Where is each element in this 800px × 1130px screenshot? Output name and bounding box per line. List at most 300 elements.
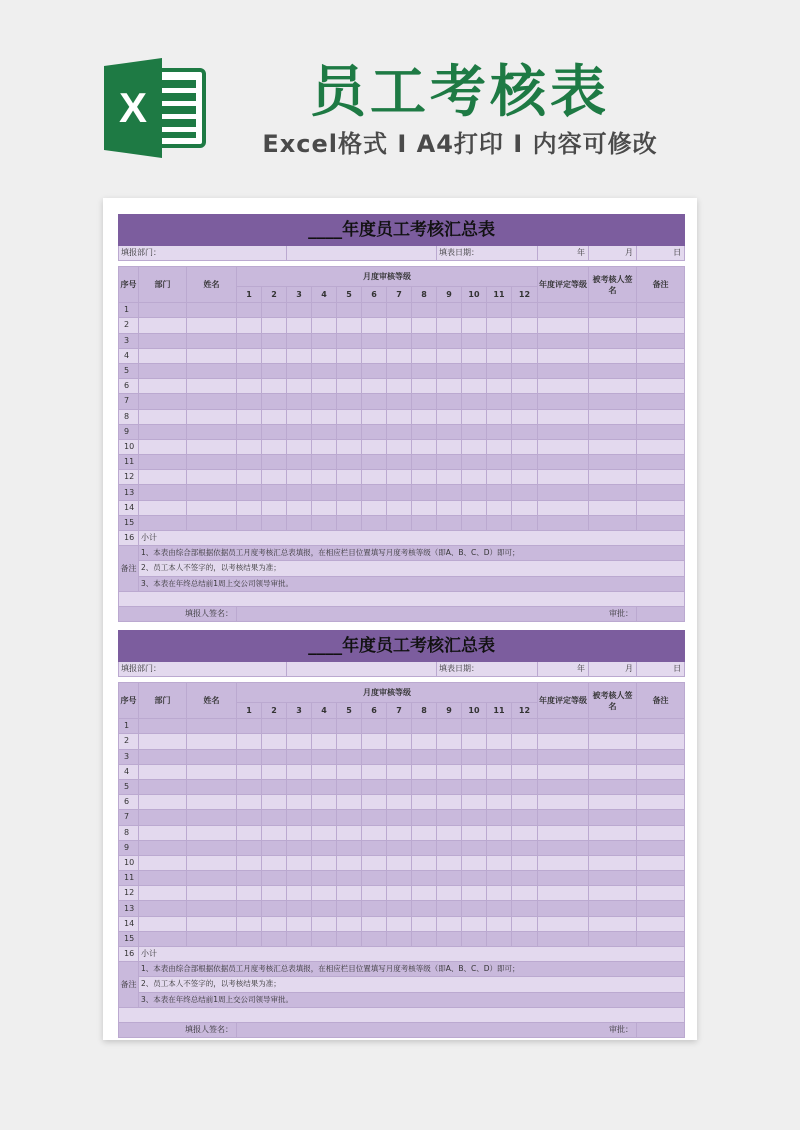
table-cell[interactable] bbox=[637, 719, 685, 734]
table-cell[interactable] bbox=[262, 394, 287, 409]
table-cell[interactable] bbox=[487, 779, 512, 794]
table-cell[interactable] bbox=[187, 931, 237, 946]
table-cell[interactable] bbox=[387, 348, 412, 363]
table-cell[interactable] bbox=[312, 439, 337, 454]
table-cell[interactable] bbox=[487, 871, 512, 886]
table-cell[interactable] bbox=[237, 810, 262, 825]
table-cell[interactable] bbox=[287, 515, 312, 530]
table-cell[interactable] bbox=[412, 931, 437, 946]
table-cell[interactable] bbox=[237, 379, 262, 394]
table-cell[interactable] bbox=[287, 379, 312, 394]
table-cell[interactable] bbox=[589, 734, 637, 749]
table-cell[interactable] bbox=[462, 500, 487, 515]
table-cell[interactable] bbox=[412, 779, 437, 794]
table-cell[interactable] bbox=[437, 855, 462, 870]
table-cell[interactable] bbox=[387, 379, 412, 394]
table-cell[interactable] bbox=[512, 916, 538, 931]
table-cell[interactable] bbox=[262, 303, 287, 318]
table-cell[interactable] bbox=[362, 825, 387, 840]
table-cell[interactable] bbox=[262, 363, 287, 378]
table-cell[interactable] bbox=[139, 916, 187, 931]
table-cell[interactable] bbox=[637, 333, 685, 348]
table-cell[interactable] bbox=[312, 886, 337, 901]
table-cell[interactable] bbox=[512, 931, 538, 946]
table-cell[interactable] bbox=[487, 840, 512, 855]
table-cell[interactable] bbox=[312, 871, 337, 886]
table-cell[interactable] bbox=[512, 795, 538, 810]
table-cell[interactable] bbox=[512, 734, 538, 749]
table-cell[interactable] bbox=[538, 318, 589, 333]
table-cell[interactable] bbox=[287, 749, 312, 764]
table-cell[interactable] bbox=[412, 810, 437, 825]
table-cell[interactable] bbox=[512, 470, 538, 485]
table-cell[interactable] bbox=[538, 379, 589, 394]
table-cell[interactable] bbox=[538, 810, 589, 825]
table-cell[interactable] bbox=[589, 333, 637, 348]
table-cell[interactable] bbox=[312, 363, 337, 378]
table-cell[interactable] bbox=[637, 916, 685, 931]
table-cell[interactable] bbox=[312, 855, 337, 870]
table-cell[interactable] bbox=[337, 363, 362, 378]
table-cell[interactable] bbox=[387, 825, 412, 840]
table-cell[interactable] bbox=[337, 825, 362, 840]
table-cell[interactable] bbox=[637, 810, 685, 825]
table-cell[interactable] bbox=[237, 916, 262, 931]
table-cell[interactable] bbox=[538, 424, 589, 439]
table-cell[interactable] bbox=[387, 515, 412, 530]
table-cell[interactable] bbox=[312, 749, 337, 764]
table-cell[interactable] bbox=[237, 825, 262, 840]
table-cell[interactable] bbox=[362, 779, 387, 794]
table-cell[interactable] bbox=[237, 795, 262, 810]
table-cell[interactable] bbox=[362, 916, 387, 931]
table-cell[interactable] bbox=[262, 931, 287, 946]
table-cell[interactable] bbox=[387, 500, 412, 515]
table-cell[interactable] bbox=[312, 470, 337, 485]
table-cell[interactable] bbox=[139, 333, 187, 348]
table-cell[interactable] bbox=[589, 439, 637, 454]
table-cell[interactable] bbox=[362, 749, 387, 764]
table-cell[interactable] bbox=[538, 855, 589, 870]
table-cell[interactable] bbox=[237, 719, 262, 734]
table-cell[interactable] bbox=[287, 485, 312, 500]
table-cell[interactable] bbox=[237, 871, 262, 886]
table-cell[interactable] bbox=[437, 424, 462, 439]
table-cell[interactable] bbox=[237, 886, 262, 901]
table-cell[interactable] bbox=[589, 363, 637, 378]
table-cell[interactable] bbox=[387, 901, 412, 916]
table-cell[interactable] bbox=[512, 764, 538, 779]
table-cell[interactable] bbox=[462, 749, 487, 764]
table-cell[interactable] bbox=[412, 886, 437, 901]
table-cell[interactable] bbox=[337, 916, 362, 931]
table-cell[interactable] bbox=[512, 500, 538, 515]
table-cell[interactable] bbox=[487, 348, 512, 363]
table-cell[interactable] bbox=[437, 931, 462, 946]
table-cell[interactable] bbox=[362, 409, 387, 424]
table-cell[interactable] bbox=[362, 719, 387, 734]
table-cell[interactable] bbox=[437, 825, 462, 840]
table-cell[interactable] bbox=[589, 779, 637, 794]
table-cell[interactable] bbox=[287, 886, 312, 901]
table-cell[interactable] bbox=[637, 779, 685, 794]
table-cell[interactable] bbox=[287, 916, 312, 931]
table-cell[interactable] bbox=[538, 764, 589, 779]
table-cell[interactable] bbox=[262, 886, 287, 901]
table-cell[interactable] bbox=[387, 394, 412, 409]
table-cell[interactable] bbox=[462, 810, 487, 825]
table-cell[interactable] bbox=[412, 394, 437, 409]
table-cell[interactable] bbox=[387, 795, 412, 810]
table-cell[interactable] bbox=[487, 886, 512, 901]
table-cell[interactable] bbox=[637, 749, 685, 764]
table-cell[interactable] bbox=[287, 424, 312, 439]
table-cell[interactable] bbox=[139, 734, 187, 749]
table-cell[interactable] bbox=[462, 470, 487, 485]
table-cell[interactable] bbox=[412, 901, 437, 916]
table-cell[interactable] bbox=[237, 734, 262, 749]
table-cell[interactable] bbox=[487, 394, 512, 409]
table-cell[interactable] bbox=[287, 394, 312, 409]
table-cell[interactable] bbox=[287, 500, 312, 515]
table-cell[interactable] bbox=[412, 855, 437, 870]
table-cell[interactable] bbox=[437, 348, 462, 363]
table-cell[interactable] bbox=[287, 363, 312, 378]
table-cell[interactable] bbox=[262, 840, 287, 855]
table-cell[interactable] bbox=[337, 795, 362, 810]
table-cell[interactable] bbox=[237, 470, 262, 485]
table-cell[interactable] bbox=[387, 931, 412, 946]
table-cell[interactable] bbox=[487, 855, 512, 870]
table-cell[interactable] bbox=[139, 764, 187, 779]
table-cell[interactable] bbox=[387, 363, 412, 378]
table-cell[interactable] bbox=[538, 348, 589, 363]
table-cell[interactable] bbox=[437, 394, 462, 409]
table-cell[interactable] bbox=[362, 931, 387, 946]
table-cell[interactable] bbox=[337, 485, 362, 500]
table-cell[interactable] bbox=[337, 455, 362, 470]
table-cell[interactable] bbox=[462, 394, 487, 409]
table-cell[interactable] bbox=[362, 871, 387, 886]
table-cell[interactable] bbox=[187, 333, 237, 348]
table-cell[interactable] bbox=[637, 886, 685, 901]
table-cell[interactable] bbox=[362, 348, 387, 363]
table-cell[interactable] bbox=[589, 348, 637, 363]
table-cell[interactable] bbox=[187, 825, 237, 840]
table-cell[interactable] bbox=[637, 840, 685, 855]
table-cell[interactable] bbox=[589, 500, 637, 515]
table-cell[interactable] bbox=[337, 379, 362, 394]
table-cell[interactable] bbox=[412, 719, 437, 734]
table-cell[interactable] bbox=[512, 871, 538, 886]
table-cell[interactable] bbox=[462, 931, 487, 946]
table-cell[interactable] bbox=[337, 424, 362, 439]
table-cell[interactable] bbox=[487, 734, 512, 749]
table-cell[interactable] bbox=[637, 348, 685, 363]
table-cell[interactable] bbox=[362, 318, 387, 333]
table-cell[interactable] bbox=[387, 871, 412, 886]
table-cell[interactable] bbox=[237, 515, 262, 530]
table-cell[interactable] bbox=[337, 439, 362, 454]
table-cell[interactable] bbox=[237, 363, 262, 378]
table-cell[interactable] bbox=[462, 795, 487, 810]
table-cell[interactable] bbox=[262, 719, 287, 734]
table-cell[interactable] bbox=[362, 840, 387, 855]
table-cell[interactable] bbox=[589, 485, 637, 500]
table-cell[interactable] bbox=[362, 363, 387, 378]
table-cell[interactable] bbox=[237, 348, 262, 363]
table-cell[interactable] bbox=[412, 470, 437, 485]
table-cell[interactable] bbox=[538, 840, 589, 855]
table-cell[interactable] bbox=[589, 719, 637, 734]
table-cell[interactable] bbox=[487, 424, 512, 439]
table-cell[interactable] bbox=[362, 901, 387, 916]
table-cell[interactable] bbox=[237, 439, 262, 454]
table-cell[interactable] bbox=[512, 825, 538, 840]
table-cell[interactable] bbox=[487, 363, 512, 378]
table-cell[interactable] bbox=[187, 363, 237, 378]
table-cell[interactable] bbox=[412, 485, 437, 500]
table-cell[interactable] bbox=[487, 333, 512, 348]
table-cell[interactable] bbox=[337, 779, 362, 794]
table-cell[interactable] bbox=[589, 871, 637, 886]
table-cell[interactable] bbox=[487, 901, 512, 916]
table-cell[interactable] bbox=[589, 303, 637, 318]
table-cell[interactable] bbox=[437, 886, 462, 901]
table-cell[interactable] bbox=[139, 470, 187, 485]
table-cell[interactable] bbox=[337, 333, 362, 348]
table-cell[interactable] bbox=[512, 515, 538, 530]
table-cell[interactable] bbox=[262, 734, 287, 749]
table-cell[interactable] bbox=[637, 455, 685, 470]
table-cell[interactable] bbox=[538, 455, 589, 470]
table-cell[interactable] bbox=[312, 394, 337, 409]
table-cell[interactable] bbox=[312, 779, 337, 794]
table-cell[interactable] bbox=[512, 379, 538, 394]
table-cell[interactable] bbox=[437, 764, 462, 779]
table-cell[interactable] bbox=[187, 379, 237, 394]
table-cell[interactable] bbox=[538, 303, 589, 318]
table-cell[interactable] bbox=[362, 333, 387, 348]
table-cell[interactable] bbox=[337, 394, 362, 409]
table-cell[interactable] bbox=[412, 825, 437, 840]
table-cell[interactable] bbox=[262, 749, 287, 764]
table-cell[interactable] bbox=[589, 455, 637, 470]
table-cell[interactable] bbox=[187, 810, 237, 825]
table-cell[interactable] bbox=[312, 348, 337, 363]
table-cell[interactable] bbox=[437, 515, 462, 530]
table-cell[interactable] bbox=[262, 379, 287, 394]
table-cell[interactable] bbox=[637, 855, 685, 870]
table-cell[interactable] bbox=[462, 886, 487, 901]
table-cell[interactable] bbox=[187, 886, 237, 901]
table-cell[interactable] bbox=[337, 719, 362, 734]
table-cell[interactable] bbox=[287, 795, 312, 810]
table-cell[interactable] bbox=[187, 779, 237, 794]
table-cell[interactable] bbox=[139, 455, 187, 470]
table-cell[interactable] bbox=[437, 749, 462, 764]
table-cell[interactable] bbox=[362, 303, 387, 318]
table-cell[interactable] bbox=[312, 840, 337, 855]
table-cell[interactable] bbox=[237, 855, 262, 870]
table-cell[interactable] bbox=[237, 303, 262, 318]
table-cell[interactable] bbox=[187, 348, 237, 363]
table-cell[interactable] bbox=[538, 825, 589, 840]
table-cell[interactable] bbox=[538, 931, 589, 946]
table-cell[interactable] bbox=[139, 485, 187, 500]
table-cell[interactable] bbox=[312, 455, 337, 470]
table-cell[interactable] bbox=[637, 825, 685, 840]
table-cell[interactable] bbox=[287, 764, 312, 779]
table-cell[interactable] bbox=[387, 470, 412, 485]
table-cell[interactable] bbox=[337, 470, 362, 485]
table-cell[interactable] bbox=[362, 470, 387, 485]
table-cell[interactable] bbox=[139, 749, 187, 764]
table-cell[interactable] bbox=[187, 795, 237, 810]
table-cell[interactable] bbox=[337, 764, 362, 779]
table-cell[interactable] bbox=[637, 500, 685, 515]
table-cell[interactable] bbox=[337, 840, 362, 855]
table-cell[interactable] bbox=[287, 901, 312, 916]
table-cell[interactable] bbox=[512, 409, 538, 424]
table-cell[interactable] bbox=[538, 485, 589, 500]
table-cell[interactable] bbox=[412, 379, 437, 394]
table-cell[interactable] bbox=[337, 901, 362, 916]
table-cell[interactable] bbox=[187, 470, 237, 485]
table-cell[interactable] bbox=[512, 348, 538, 363]
table-cell[interactable] bbox=[312, 303, 337, 318]
table-cell[interactable] bbox=[312, 409, 337, 424]
table-cell[interactable] bbox=[437, 485, 462, 500]
table-cell[interactable] bbox=[462, 379, 487, 394]
table-cell[interactable] bbox=[287, 779, 312, 794]
table-cell[interactable] bbox=[312, 916, 337, 931]
table-cell[interactable] bbox=[237, 409, 262, 424]
table-cell[interactable] bbox=[287, 719, 312, 734]
table-cell[interactable] bbox=[462, 719, 487, 734]
table-cell[interactable] bbox=[487, 825, 512, 840]
table-cell[interactable] bbox=[589, 515, 637, 530]
table-cell[interactable] bbox=[187, 409, 237, 424]
table-cell[interactable] bbox=[337, 855, 362, 870]
table-cell[interactable] bbox=[262, 470, 287, 485]
table-cell[interactable] bbox=[487, 303, 512, 318]
table-cell[interactable] bbox=[387, 886, 412, 901]
table-cell[interactable] bbox=[487, 719, 512, 734]
table-cell[interactable] bbox=[262, 855, 287, 870]
table-cell[interactable] bbox=[262, 825, 287, 840]
table-cell[interactable] bbox=[387, 779, 412, 794]
table-cell[interactable] bbox=[237, 764, 262, 779]
table-cell[interactable] bbox=[487, 916, 512, 931]
table-cell[interactable] bbox=[287, 409, 312, 424]
table-cell[interactable] bbox=[337, 931, 362, 946]
table-cell[interactable] bbox=[412, 734, 437, 749]
table-cell[interactable] bbox=[312, 379, 337, 394]
table-cell[interactable] bbox=[287, 455, 312, 470]
table-cell[interactable] bbox=[512, 901, 538, 916]
table-cell[interactable] bbox=[589, 810, 637, 825]
table-cell[interactable] bbox=[139, 363, 187, 378]
table-cell[interactable] bbox=[287, 734, 312, 749]
table-cell[interactable] bbox=[538, 886, 589, 901]
table-cell[interactable] bbox=[139, 439, 187, 454]
table-cell[interactable] bbox=[139, 500, 187, 515]
table-cell[interactable] bbox=[237, 394, 262, 409]
table-cell[interactable] bbox=[437, 719, 462, 734]
table-cell[interactable] bbox=[262, 901, 287, 916]
table-cell[interactable] bbox=[237, 424, 262, 439]
table-cell[interactable] bbox=[589, 795, 637, 810]
table-cell[interactable] bbox=[139, 719, 187, 734]
table-cell[interactable] bbox=[237, 779, 262, 794]
table-cell[interactable] bbox=[362, 424, 387, 439]
table-cell[interactable] bbox=[637, 439, 685, 454]
table-cell[interactable] bbox=[589, 931, 637, 946]
table-cell[interactable] bbox=[462, 348, 487, 363]
table-cell[interactable] bbox=[312, 810, 337, 825]
table-cell[interactable] bbox=[387, 333, 412, 348]
table-cell[interactable] bbox=[437, 470, 462, 485]
table-cell[interactable] bbox=[237, 455, 262, 470]
table-cell[interactable] bbox=[538, 734, 589, 749]
table-cell[interactable] bbox=[187, 303, 237, 318]
table-cell[interactable] bbox=[437, 363, 462, 378]
table-cell[interactable] bbox=[287, 470, 312, 485]
table-cell[interactable] bbox=[412, 363, 437, 378]
table-cell[interactable] bbox=[589, 916, 637, 931]
table-cell[interactable] bbox=[387, 855, 412, 870]
table-cell[interactable] bbox=[487, 485, 512, 500]
table-cell[interactable] bbox=[262, 439, 287, 454]
table-cell[interactable] bbox=[637, 303, 685, 318]
table-cell[interactable] bbox=[362, 764, 387, 779]
table-cell[interactable] bbox=[437, 439, 462, 454]
table-cell[interactable] bbox=[287, 825, 312, 840]
table-cell[interactable] bbox=[287, 931, 312, 946]
table-cell[interactable] bbox=[637, 931, 685, 946]
table-cell[interactable] bbox=[538, 871, 589, 886]
table-cell[interactable] bbox=[187, 439, 237, 454]
table-cell[interactable] bbox=[387, 409, 412, 424]
table-cell[interactable] bbox=[237, 500, 262, 515]
table-cell[interactable] bbox=[637, 394, 685, 409]
table-cell[interactable] bbox=[362, 886, 387, 901]
table-cell[interactable] bbox=[337, 409, 362, 424]
table-cell[interactable] bbox=[312, 500, 337, 515]
table-cell[interactable] bbox=[387, 485, 412, 500]
table-cell[interactable] bbox=[512, 318, 538, 333]
table-cell[interactable] bbox=[538, 515, 589, 530]
table-cell[interactable] bbox=[538, 719, 589, 734]
table-cell[interactable] bbox=[589, 840, 637, 855]
table-cell[interactable] bbox=[312, 318, 337, 333]
table-cell[interactable] bbox=[337, 515, 362, 530]
table-cell[interactable] bbox=[262, 333, 287, 348]
table-cell[interactable] bbox=[462, 916, 487, 931]
table-cell[interactable] bbox=[589, 764, 637, 779]
table-cell[interactable] bbox=[387, 424, 412, 439]
table-cell[interactable] bbox=[437, 303, 462, 318]
table-cell[interactable] bbox=[437, 840, 462, 855]
table-cell[interactable] bbox=[139, 840, 187, 855]
table-cell[interactable] bbox=[538, 409, 589, 424]
table-cell[interactable] bbox=[412, 749, 437, 764]
table-cell[interactable] bbox=[512, 333, 538, 348]
table-cell[interactable] bbox=[187, 855, 237, 870]
table-cell[interactable] bbox=[462, 318, 487, 333]
table-cell[interactable] bbox=[589, 318, 637, 333]
